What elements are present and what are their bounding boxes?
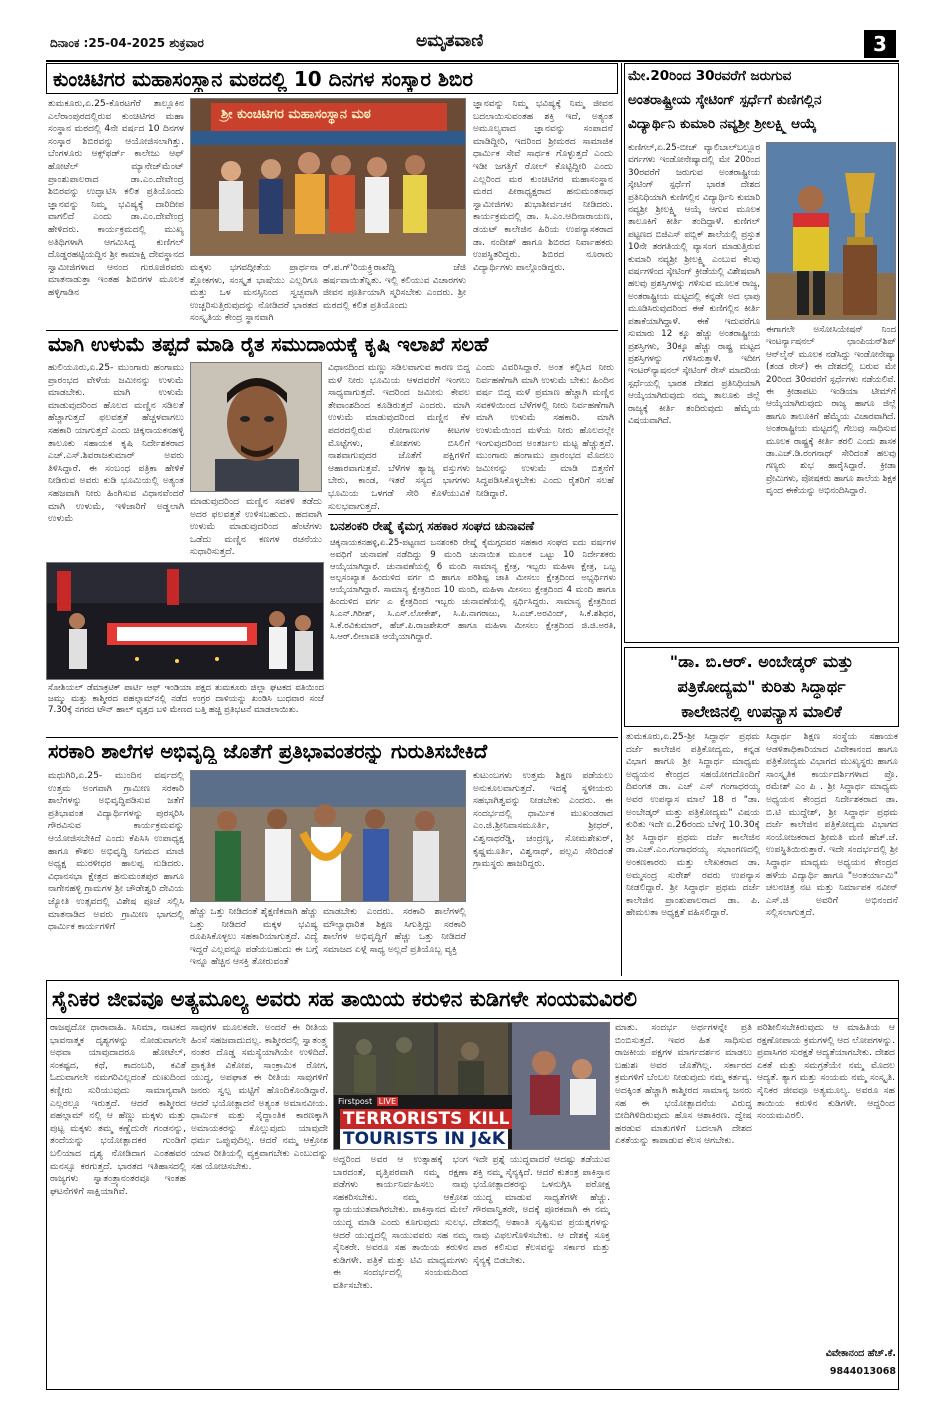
article5-headline-line2: ಅಂತರಾಷ್ಟ್ರೀಯ ಸ್ಕೇಟಿಂಗ್ ಸ್ಪರ್ಧೆಗೆ ಕುಣಿಗಲ್ಲಿನ: [628, 92, 822, 108]
article2-headline: ಮಾಗಿ ಉಳುಮೆ ತಪ್ಪದೆ ಮಾಡಿ ರೈತ ಸಮುದಾಯಕ್ಕೆ ಕೃಷಿ ಇಲಾಖೆ ಸಲಹೆ: [48, 333, 489, 356]
article6-col2: ಸಿದ್ಧಾರ್ಥ ಶಿಕ್ಷಣ ಸಂಸ್ಥೆಯ ಸಹಾಯಕ ಆಡಳಿತಾಧಿಕಾರಿಯಾದ ವಿವೇಕಾನಂದ ಹಾಗೂ ಪತ್ರಿಕೋದ್ಯಮ ವಿಭಾಗದ ಮುಖ್ಯಸ್ಥರು ಹಾಗೂ ಸಾಂಸ್ಕೃತಿಕ ಕಾರ್ಯದರ್ಶಿಗಳಾದ ಪ್ರೊ. ರಮೇಶ್ ಎಂ ಪಿ . ಶ್ರೀ ಸಿದ್ಧಾರ್ಥ ಮಾಧ್ಯಮ ಅಧ್ಯಯನ ಕೇಂದ್ರದ ನಿರ್ದೇಶಕರಾದ ಡಾ. ಬಿ.ಟಿ ಮುದ್ದೇಶ್, ಶ್ರೀ ಸಿದ್ಧಾರ್ಥ ಪ್ರಥಮ ದರ್ಜೆ ಕಾಲೇಜಿನ ಪತ್ರಿಕೋದ್ಯಮ ವಿಭಾಗದ ಸಂಯೋಜಕರಾದ ಶ್ರೀಮತಿ ಮಣಿ ಹೆಚ್.ಜೆ. ಉಪಸ್ಥಿತಿಯಿರುತ್ತಾರೆ. ಇದೇ ಸಂದರ್ಭದಲ್ಲಿ ಶ್ರೀ ಸಿದ್ಧಾರ್ಥ ಮಾಧ್ಯಮ ಅಧ್ಯಯನ ಕೇಂದ್ರದ ಹಳೆಯ ವಿದ್ಯಾರ್ಥಿ ಹಾಗೂ "ಅಂತರ್ಯಾಮಿ" ಚಲನಚಿತ್ರ ನಟ ಮತ್ತು ನಿರ್ಮಾಪಕ ನವೀನ್ ಎಸ್.ಜಿ ಅವರಿಗೆ ಅಭಿನಂದನೆ ಸಲ್ಲಿಸಲಾಗುತ್ತದೆ.: [766, 731, 898, 919]
article5-headline-line1: ಮೇ.20ರಿಂದ 30ರವರೆಗೆ ಜರುಗುವ: [628, 68, 792, 84]
article2-col3: ವಿಧಾನದಿಂದ ಮಣ್ಣು ಸಡಿಲವಾಗುವ ಕಾರಣ ಬಿದ್ದ ಮಳೆ ನೀರು ಭೂಮಿಯ ಆಳದವರೆಗೆ ಇಂಗಲು ಸಾಧ್ಯವಾಗುತ್ತದೆ. ಇದರಿಂದ ಜಮೀನು ಕೇವಲ ತೇವಾಂಶದಿಂದ ಕೂಡಿರುತ್ತದೆ ಎಂದರು. ಮಾಗಿ ಉಳುಮೆ ಮಾಡುವುದರಿಂದ ಮಣ್ಣಿನ ಕೆಳ ಪದರದಲ್ಲಿರುವ ರೋಗಾಣುಗಳ ಕೀಟಗಳ ಮೊಟ್ಟೆಗಳು, ಕೋಶಗಳು ಬಿಸಿಲಿಗೆ ನಾಶವಾಗುವುದರ ಜೊತೆಗೆ ಪಕ್ಷಿಗಳಿಗೆ ಆಹಾರವಾಗುತ್ತವೆ. ಬೆಳೆಗಳ ತ್ಯಾಜ್ಯ ವಸ್ತುಗಳು ಬೇರು, ಕಾಂಡ, ಇತರೆ ಸಸ್ಯದ ಭಾಗಗಳು ಭೂಮಿಯ ಒಳಗಡೆ ಸೇರಿ ಕೊಳೆಯುವಿಕೆ ಸುಲಭವಾಗುತ್ತದೆ.: [328, 362, 470, 512]
tv-channel-badge: [338, 1097, 398, 1106]
tv-channel-name: Firstpost: [338, 1097, 373, 1106]
divider: [46, 737, 618, 738]
divider: [46, 330, 618, 331]
divider: [46, 1018, 899, 1019]
article2-portrait: [190, 362, 322, 492]
article6-headline-line1: "ಡಾ. ಬಿ.ಆರ್. ಅಂಬೇಡ್ಕರ್ ಮತ್ತು: [669, 652, 854, 671]
article1-col1: ತುಮಕೂರು,ಏ.25-ಕೊರಟಗೆರೆ ತಾಲ್ಲೂಕಿನ ಎಲೆರಾಂಪುರದಲ್ಲಿರುವ ಕುಂಚಿಟಿಗರ ಮಹಾ ಸಂಸ್ಥಾನ ಮಠದಲ್ಲಿ 4ನೇ ವರ್ಷದ 10 ದಿನಗಳ ಸಂಸ್ಕಾರ ಶಿಬಿರವನ್ನು ಆಯೋಜಿಸಲಾಗಿತ್ತು. ಬೆಂಗಳೂರು ಆಕ್ಸ್‌ಫರ್ಡ್ ಕಾಲೇಜು ಆಫ್ ಹೋಟೆಲ್ ಮ್ಯಾನೇಜ್‌ಮೆಂಟ್ ಪ್ರಾಂಶುಪಾಲರಾದ ಡಾ.ಎಂ.ದೇವೇಂದ್ರ ಶಿಬಿರವನ್ನು ಉದ್ಘಾಟಿಸಿ ಕಲಿತ ಪ್ರತಿಯೊಂದು ಜ್ಞಾನವನ್ನು ನಿಮ್ಮ ಭವಿಷ್ಯಕ್ಕೆ ದಾರಿದೀಪ ವಾಗಲಿದೆ ಎಂದು ಡಾ.ಎಂ.ದೇವೇಂದ್ರ ಹೇಳಿದರು. ಕಾರ್ಯಕ್ರಮದಲ್ಲಿ ಮುಖ್ಯ ಅತಿಥಿಗಳಾಗಿ ಆಗಮಿಸಿದ್ದ ಕುಣಿಗಲ್ ದೊಡ್ಡರಹಟ್ಟಿಯದ್ದಿನ ಶ್ರೀ ಕಾಮಾಕ್ಷಿ ದೇವಸ್ಥಾನದ ಸ್ವಾಮೀಜಿಗಳಾದ ಆನಂದ ಗುರೂಜಿರವರು ಮಾತನಾಡುತ್ತಾ ಇಂತಹ ಶಿಬಿರಗಳ ಮೂಲಕ ಹಳ್ಳಿಗಾಡಿನ: [48, 98, 184, 298]
article1-headline-box: [46, 63, 618, 94]
paper-name: ಅಮೃತವಾಣಿ: [416, 31, 484, 51]
article7-col2: ಸಾವುಗಳ ಮೂಲಕವೇ. ಅಂದರೆ ಈ ರೀತಿಯ ಹಿಂಸೆ ಸಹಜವಾದುದಲ್ಲ. ಕಾಶ್ಮೀರದಲ್ಲಿ ಸ್ವಾತಂತ್ರ್ಯ ನಂತರ ದೊಡ್ಡ ಸಮಸ್ಯೆಯಾಗಿಯೇ ಉಳಿದಿದೆ. ಪ್ರಾಕೃತಿಕ ವಿಕೋಪ, ಸಾಂಕ್ರಾಮಿಕ ರೋಗ, ಯುದ್ಧ, ಅಪಘಾತ ಈ ರೀತಿಯ ಸಾವುಗಳಿಗೆ ಜನರು ಸ್ವಲ್ಪ ಮಟ್ಟಿಗೆ ಹೊಂದಿಕೊಂಡಿದ್ದಾರೆ. ಆದರೆ ಭಯೋತ್ಪಾದನೆ ಅತ್ಯಂತ ಅಮಾನವೀಯ. ಧಾರ್ಮಿಕ ಮತ್ತು ಸೈದ್ಧಾಂತಿಕ ಕಾರಣಕ್ಕಾಗಿ ಅಮಾಯಕರನ್ನು ಕೊಲ್ಲುವುದು ಯಾವುದೇ ಧರ್ಮ ಒಪ್ಪುವುದಿಲ್ಲ. ಆದರೆ ನಮ್ಮ ಆಕ್ರೋಶ ಯಾವ ರೀತಿಯಲ್ಲಿ ವ್ಯಕ್ತವಾಗಬೇಕು ಎಂಬುದನ್ನು ಸಹ ಯೋಚಿಸಬೇಕು.: [191, 1022, 328, 1172]
felicitation-photo: [191, 771, 466, 902]
article4-col4: ಕುಟುಂಬಗಳು ಉತ್ತಮ ಶಿಕ್ಷಣ ಪಡೆಯಲು ಅನುಕೂಲವಾಗುತ್ತದೆ. ಇದಕ್ಕೆ ಸ್ಥಳೀಯರು ಸಹಭಾಗಿತ್ವವನ್ನು ನೀಡಬೇಕು ಎಂದರು. ಈ ಸಂದರ್ಭದಲ್ಲಿ ಧಾರ್ಮಿಕ ಮುಖಂಡರಾದ ಎಂ.ಜಿ.ಶ್ರೀನಿವಾಸಮೂರ್ತಿ, ಶ್ರೀಧರ್, ವಿಶ್ವನಾಥರೆಡ್ಡಿ, ಚಂದ್ರಣ್ಣ, ಸೋಮಶೇಖರ್, ಕೃಷ್ಣಮೂರ್ತಿ, ವಿಶ್ವನಾಥ್, ಪಲ್ಲವಿ ಸೇರಿದಂತೆ ಗ್ರಾಮಸ್ಥರು ಹಾಜರಿದ್ದರು.: [473, 770, 613, 870]
article7-col4: ಇದೇ ಪ್ರಶ್ನೆ ಯುದ್ಧವಾದರೆ ಆದಷ್ಟು ತಡೆಯುವ ಶಕ್ತಿ ನಮ್ಮ ಸೈನ್ಯಕ್ಕಿದೆ. ಆದರೆ ಕುತಂತ್ರ ಪಾಕಿಸ್ತಾನ ಭಯೋತ್ಪಾದಕರನ್ನು ಒಳನುಗ್ಗಿಸಿ ಪರೋಕ್ಷ ಯುದ್ಧ ಮಾಡುವ ಸಾಧ್ಯತೆಗಳೇ ಹೆಚ್ಚು. ಗೌರವಾನ್ವಿತರೇ, ಅದಕ್ಕೆ ಪೂರಕವಾಗಿ ಈ ನಮ್ಮ ದೇಶದಲ್ಲಿ ಅಶಾಂತಿ ಸೃಷ್ಟಿಸುವ ಪ್ರಯತ್ನಗಳನ್ನು ನಾವು ವಿಫಲಗೊಳಿಸಬೇಕು. ಆ ದೇಶಕ್ಕೆ ಸೂಕ್ತ ಪಾಠ ಕಲಿಸುವ ಕೆಲಸವನ್ನು ಸರ್ಕಾರ ಮತ್ತು ಸೈನ್ಯಕ್ಕೆ ಬಿಡಬೇಕು.: [473, 1154, 610, 1266]
article5-photo: [766, 142, 896, 320]
divider: [328, 514, 618, 515]
news-tv-photo: [333, 1022, 610, 1150]
skater-trophy-photo: [767, 143, 896, 320]
article7-col1: ರಾಜಪ್ಪದೋ ಧಾರಾವಾಹಿ. ಸಿನಿಮಾ, ನಾಟಕದ ಭಾವನಾತ್ಮಕ ದೃಶ್ಯಗಳನ್ನು ನೋಡುವಾಗಲೇ ಅಥವಾ ಯಾವುದಾದರೂ ಹೋಟೆಲ್, ಸಂಕಷ್ಟದ, ಕಥೆ, ಕಾದಂಬರಿ, ಕವಿತೆ ಓದುವಾಗಲೇ ನಮಗರಿವಿಲ್ಲದಂತೆ ದುಃಖದಿಂದ ಕಣ್ಣೀರು ಸುರಿಯುವುದು ಸಾಮಾನ್ಯವಾಗಿ ಎಲ್ಲರಲ್ಲೂ ಇರುತ್ತದೆ. ಆದರೆ ಕಾಶ್ಮೀರದ ಪಹಲ್ಗಾಮ್ ನಲ್ಲಿ ಆ ಹೆಣ್ಣು ಮಕ್ಕಳು ಮತ್ತು ಪುಟ್ಟ ಮಕ್ಕಳು ತಮ್ಮ ಕಣ್ಣೆದುರೇ ಗಂಡನನ್ನು, ತಂದೆಯನ್ನು ಭಯೋತ್ಪಾದಕರ ಗುಂಡಿಗೆ ಬಲಿಯಾದ ದೃಶ್ಯ ನೋಡಿದಾಗ ಎಂತಹವರ ಮನಸ್ಸೂ ಕರಗುತ್ತದೆ. ಭಾರತದ ಇತಿಹಾಸದಲ್ಲಿ ರಾಜ್ಯಗಳು ಸ್ವಾತಂತ್ರ್ಯಾನಂತರವೂ ಇಂತಹ ಘಟನೆಗಳಿಗೆ ಸಾಕ್ಷಿಯಾಗಿವೆ.: [50, 1022, 186, 1197]
article1-col2: ಮಕ್ಕಳು ಭಗವದ್ಗೀತೆಯ ಪ್ರಾರ್ಥನಾ ಶ್ಲೋಕಗಳು, ಸಂಸ್ಕೃತ ಭಾಷೆಯು ಎಲ್ಲರಿಗೂ ಮತ್ತು ಒಳ ಮನಸ್ಸಿನಿಂದ ಸ್ವಚ್ಛವಾಗಿ ಉಚ್ಚರಿಸುತ್ತಿರುವುದನ್ನು ನೋಡಿದರೆ ಭಾರತದ ಸಂಸ್ಕೃತಿಯ ಕೇಂದ್ರ ಸ್ಥಾನವಾಗಿ: [190, 262, 318, 324]
article1-headline: ಕುಂಚಿಟಿಗರ ಮಹಾಸಂಸ್ಥಾನ ಮಠದಲ್ಲಿ 10 ದಿನಗಳ ಸಂಸ್ಕಾರ ಶಿಬಿರ: [53, 67, 473, 91]
article5-col1: ಕುಣಿಗಲ್,ಏ.25-ಬೀಚ್ ವ್ಯಾಲಿಬಾಲ್‌ಬಲ್ಲೂರ ವರ್ಗಗಳು ಇಂಡೋನೇಷ್ಯಾದಲ್ಲಿ ಮೇ 20ರಿಂದ 30ರವರೆಗೆ ಜರುಗುವ ಅಂತರಾಷ್ಟ್ರೀಯ ಸ್ಕೇಟಿಂಗ್ ಸ್ಪರ್ಧೆಗೆ ಭಾರತ ದೇಶದ ಪ್ರತಿನಿಧಿಯಾಗಿ ಕುಣಿಗಲ್ಲಿನ ವಿದ್ಯಾರ್ಥಿನಿ ಕುಮಾರಿ ನವ್ಯಶ್ರೀ ಶ್ರೀಲಕ್ಷ್ಮಿ ಆಯ್ಕೆ ಆಗುವ ಮೂಲಕ ತಾಲೂಕಿಗೆ ಕೀರ್ತಿ ತಂದಿದ್ದಾಳೆ. ಕುಣಿಗಲ್ ಪಟ್ಟಣದ ಬಿಜಿಎಸ್ ಪಬ್ಲಿಕ್ ಶಾಲೆಯಲ್ಲಿ ಪ್ರಸ್ತುತ 10ನೇ ತರಗತಿಯಲ್ಲಿ ವ್ಯಾಸಂಗ ಮಾಡುತ್ತಿರುವ ಕುಮಾರಿ ನವ್ಯಶ್ರೀ ಶ್ರೀಲಕ್ಷ್ಮಿ ಎಂಬುವ ಕೆಲವು ವರ್ಷಗಳಿಂದ ಸ್ಕೇಟಿಂಗ್ ಕ್ರೀಡೆಯಲ್ಲಿ ವಿಶೇಷವಾಗಿ ಹಲವು ಪ್ರಶಸ್ತಿಗಳನ್ನು ಗಳಿಸುವ ಮೂಲಕ ರಾಜ್ಯ, ಅಂತರಾಷ್ಟ್ರೀಯ ಮಟ್ಟದಲ್ಲಿ ಕನ್ನಡೇ ಅದ ಛಾಪು ಮೂಡಿಸಿರುವುದರಿಂದ ಈಕೆ ಕುಣಿಗಲ್ಲಿನ ಕೀರ್ತಿ ಪತಾಕೆಯಾಗಿದ್ದಾಳೆ. ಈಕೆ ಇದುವರೆಗೂ ಸುಮಾರು 12 ಕ್ಕೂ ಹೆಚ್ಚು ಅಂತರಾಷ್ಟ್ರೀಯ ಪ್ರಶಸ್ತಿಗಳು, 30ಕ್ಕೂ ಹೆಚ್ಚು ರಾಷ್ಟ್ರ ಮಟ್ಟದ ಪ್ರಶಸ್ತಿಗಳನ್ನು ಗಳಿಸಿರುತ್ತಾಳೆ. ಇದೀಗ ಇಂಟರ್‌ನ್ಯಾಷನಲ್ ಸ್ಕೇಟಿಂಗ್ ರೇಸ್ ಮಾದರಿಯ ಸ್ಪರ್ಧೆಯಲ್ಲಿ ಭಾರತ ದೇಶದ ಪ್ರತಿನಿಧಿಯಾಗಿ ಆಯ್ಕೆಯಾಗಿರುವುದು ನಮ್ಮ ತಾಲೂಕು ಜಿಲ್ಲೆ ರಾಜ್ಯಕ್ಕೆ ಕೀರ್ತಿ ತಂದಿರುವುದು ಹೆಮ್ಮೆಯ ವಿಷಯವಾಗಿದೆ.: [628, 143, 760, 426]
tv-headline-line2: TOURISTS IN J&K: [340, 1129, 508, 1149]
article7-phone: 9844013068: [829, 1366, 896, 1377]
article1-banner-text: ಶ್ರೀ ಕುಂಚಿಟಿಗರ ಮಹಾಸಂಸ್ಥಾನ ಮಠ: [221, 107, 371, 122]
article5-col2: ಈಗಾಗಲೇ ಅಸೋಸಿಯೇಷನ್ ನಿಂದ ಇಂಟರ್ನ್ಯಾಷನಲ್ ಛಾಂಪಿಯನ್‌ಶಿಪ್ ಆನ್‌ಲೈನ್ ಮೂಲಕ ನಡೆಸಿದ್ದು ಇಂಡೋನೇಷ್ಯಾ (ತಂಡ ರೇಸ್) ಈ ದೇಶದಲ್ಲಿ ಬರುವ ಮೇ 20ರಿಂದ 30ರವರೆಗೆ ಸ್ಪರ್ಧೆಗಳು ನಡೆಯಲಿವೆ. ಈ ಕ್ರೀಡಾಪಟು ಇಂಡಿಯಾ ಟೀಮ್‌ಗೆ ಆಯ್ಕೆಯಾಗಿರುವುದು ರಾಜ್ಯ ಹಾಗೂ ಜಿಲ್ಲೆ ಹಾಗೂ ತಾಲೂಕಿಗೆ ಹೆಮ್ಮೆಯ ವಿಚಾರವಾಗಿದೆ. ಅಂತರಾಷ್ಟ್ರೀಯ ಮಟ್ಟದಲ್ಲಿ ಗೆಲುವು ಸಾಧಿಸುವ ಮೂಲಕ ರಾಷ್ಟ್ರಕ್ಕೆ ಕೀರ್ತಿ ತರಲಿ ಎಂದು ಶಾಸಕ ಡಾ.ಎಚ್.ಡಿ.ರಂಗನಾಥ್ ಸೇರಿದಂತೆ ಹಲವು ಗಣ್ಯರು ಶುಭ ಹಾರೈಸಿದ್ದಾರೆ. ಕ್ರೀಡಾ ಪ್ರೇಮಿಗಳು, ಪೋಷಕರು ಹಾಗೂ ಶಾಲೆಯ ಶಿಕ್ಷಕ ವೃಂದ ಈಕೆಯನ್ನು ಅಭಿನಂದಿಸಿದ್ದಾರೆ.: [766, 325, 896, 497]
article2-col4: ಎಂದು ವಿವರಿಸಿದ್ದಾರೆ. ಅಂತ ಕಲ್ಪಿಸಿದ ನೀರು ನಿರ್ವಹಣೆಗಾಗಿ ಮಾಗಿ ಉಳುಮೆ ಬೇಕು: ಹಿಂದಿನ ವರ್ಷ ಬಿದ್ದ ಮಳೆ ಪ್ರಮಾಣ ಹೆಚ್ಚಾಗಿ ಮಣ್ಣಿನ ಸವಕಳಿಯಿಂದ ಬೆಳೆಗಳಲ್ಲಿ ನೀರು ನಿರ್ವಹಣೆಗಾಗಿ ಮಾಗಿ ಉಳುಮೆ ಸಹಕಾರಿ. ಮಾಗಿ ಉಳುಮೆಯಿಂದ ಮಳೆಯ ನೀರು ಹೊಲದಲ್ಲೇ ಇಂಗುವುದರಿಂದ ಅಂತರ್ಜಲ ಮಟ್ಟ ಹೆಚ್ಚುತ್ತದೆ. ಮುಂಗಾರು ಹಂಗಾಮು ಪ್ರಾರಂಭದ ಮೊದಲು ಜಮೀನನ್ನು ಉಳುಮೆ ಮಾಡಿ ಬಿತ್ತನೆಗೆ ಸಿದ್ಧಪಡಿಸಿಕೊಳ್ಳಬೇಕು ಎಂದು ರೈತರಿಗೆ ಸಲಹೆ ನೀಡಿದ್ದಾರೆ.: [476, 362, 614, 499]
article1-col3: ರ್.ಪ.ಗ್'ರಿಯಕ್ರ್ತಿರಾಖೆದ್ದಿ ಜೆಜಿ ಹರ್ಷವಾಯಿತೆನ್ನಿತು. ಇಲ್ಲಿ ಕಲಿಯುವ ವಿಚಾರಗಳು ಜೀವನ ಪೂರ್ತಿಯಾಗಿ ಸ್ಮರಿಸಬೇಕು ಎಂದರು. ಶ್ರೀ ಮಠದಲ್ಲಿ ಕಲಿತ ಪ್ರತಿಯೊಂದು: [323, 262, 466, 311]
protest-photo: [46, 562, 324, 680]
column-divider: [621, 63, 622, 976]
article2-col1: ಹುಲಿಯೂರು,ಏ.25- ಮುಂಗಾರು ಹಂಗಾಮು ಪ್ರಾರಂಭದ ವೇಳೆಯ ಜಮೀನನ್ನು ಉಳುಮೆ ಮಾಡಬೇಕು. ಮಾಗಿ ಉಳುಮೆ ಮಾಡುವುದರಿಂದ ಹೊಲದ ಮಣ್ಣಿನ ಸಡಿಲತೆ ಹೆಚ್ಚಾಗುತ್ತದೆ ಫಲವತ್ತತೆ ಹೆಚ್ಚಳವಾಗಲು ಸಹಕಾರಿ ಯಾಗುತ್ತದೆ ಎಂದು ಚಿಕ್ಕನಾಯಕನಹಳ್ಳಿ ತಾಲೂಕು ಸಹಾಯಕ ಕೃಷಿ ನಿರ್ದೇಶಕರಾದ ಎಚ್.ಎಸ್.ಶಿವರಾಜಕುಮಾರ್ ಅವರು ತಿಳಿಸಿದ್ದಾರೆ. ಈ ಸಂಬಂಧ ಪತ್ರಿಕಾ ಹೇಳಿಕೆ ನೀಡಿರುವ ಅವರು ಕುಡಿ ಭೂಮಿಯಲ್ಲಿ ಅತ್ಯಂತ ಸಹಜವಾಗಿ ನೀರು ಹಿಂಗಿಸುವ ವಿಧಾನವೆಂದರೆ ಮಾಗಿ ಉಳುಮೆ, ಇಳಿಜಾರಿಗೆ ಅಡ್ಡಲಾಗಿ ಉಳುಮೆ: [48, 362, 184, 525]
article3-headline: ಬನಶಂಕರಿ ರೇಷ್ಮೆ ಕೈಮಗ್ಗ ಸಹಕಾರ ಸಂಘದ ಚುನಾವಣೆ: [330, 519, 535, 533]
article2-col2: ಮಾಡುವುದರಿಂದ ಮಣ್ಣಿನ ಸವಕಳಿ ತಡೆದು ಅದರ ಫಲವತ್ತತೆ ಉಳಿಸಬಹುದು. ಹದವಾಗಿ ಉಳುಮೆ ಮಾಡುವುದರಿಂದ ಹೆಂಟೆಗಳು ಒಡೆದು ಮಣ್ಣಿನ ಕಣಗಳ ರಚನೆಯು ಸುಧಾರಿಸುತ್ತದೆ.: [190, 496, 322, 558]
article4-col3: ಮಾಡಬೇಕು ಎಂದರು. ಸರಕಾರಿ ಶಾಲೆಗಳಲ್ಲಿ ಮೌಲ್ಯಾಧಾರಿತ ಶಿಕ್ಷಣ ಸಿಗುತ್ತಿದ್ದು ಸರಕಾರಿ ಶಾಲೆಗಳ ಅಭಿವೃದ್ಧಿಗೆ ಹೆಚ್ಚು ಒತ್ತು ನೀಡಿದರೆ ಸಮಾಜದ ಏಳ್ಗೆ ಸಾಧ್ಯ ಅಲ್ಲದೆ ಪ್ರತಿಯೊಬ್ಬ ವ್ಯಕ್ತಿ: [323, 906, 466, 955]
article4-photo: [190, 770, 466, 902]
masthead: [46, 30, 899, 58]
article1-photo: [190, 98, 466, 256]
article3-body: ಚಿಕ್ಕನಾಯಕನಹಳ್ಳಿ,ಏ.25-ಪಟ್ಟಣದ ಬನಶಂಕರಿ ರೇಷ್ಮೆ ಕೈಮಗ್ಗದವರ ಸಹಕಾರ ಸಂಘದ ಐದು ವರ್ಷಗಳ ಅವಧಿಗೆ ಚುನಾವಣೆ ನಡೆದಿದ್ದು 9 ಮಂದಿ ಚುನಾಯಿತ ಮೂಲಕ ಒಟ್ಟು 10 ನಿರ್ದೇಶಕರು ಆಯ್ಕೆಯಾಗಿದ್ದಾರೆ. ಚುನಾವಣೆಯಲ್ಲಿ 6 ಮಂದಿ ಸಾಮಾನ್ಯ ಕ್ಷೇತ್ರ, ಇಬ್ಬರು ಮಹಿಳಾ ಕ್ಷೇತ್ರ, ಒಬ್ಬ ಅಲ್ಪಸಂಖ್ಯಾತ ಹಿಂದುಳಿದ ವರ್ಗ ಬಿ ಹಾಗೂ ಪರಿಶಿಷ್ಟ ಜಾತಿ ಮೀಸಲು ಕ್ಷೇತ್ರದಿಂದ ಅಭ್ಯರ್ಥಿಗಳು ಆಯ್ಕೆಯಾಗಿದ್ದಾರೆ. ಸಾಮಾನ್ಯ ಕ್ಷೇತ್ರದಿಂದ 10 ಮಂದಿ, ಮಹಿಳಾ ಮೀಸಲು ಕ್ಷೇತ್ರದಿಂದ 4 ಮಂದಿ ಹಾಗೂ ಹಿಂದುಳಿದ ವರ್ಗ ಎ ಕ್ಷೇತ್ರದಿಂದ ಇಬ್ಬರು ಚುನಾವಣೆಯಲ್ಲಿ ಸ್ಪರ್ಧಿಸಿದ್ದರು. ಸಾಮಾನ್ಯ ಕ್ಷೇತ್ರದಿಂದ ಸಿ.ಎನ್.ಗಿರೀಶ್, ಸಿ.ಎಸ್.ಲೋಕೇಶ್, ಸಿ.ಪಿ.ನಾಗರಾಜು, ಸಿ.ಎಚ್.ಅರವಿಂದ್, ಸಿ.ಕೆ.ಶಶಿಧರ, ಸಿ.ಕೆ.ರವಿಕುಮಾರ್, ಹೆಚ್.ಪಿ.ರಾಜಶೇಖರ್ ಹಾಗೂ ಮಹಿಳಾ ಮೀಸಲು ಕ್ಷೇತ್ರದಿಂದ ಜಿ.ಜಿ.ಅರತಿ, ಸಿ.ಆರ್.ಲೀಲಾವತಿ ಆಯ್ಕೆಯಾಗಿದ್ದಾರೆ.: [330, 538, 616, 643]
article7-col5: ಮಾತು. ಸಂದರ್ಭ ಅರ್ಥಗಳನ್ನೇ ಪ್ರತಿ ಬಿಂಬಿಸುತ್ತದೆ. ಇವರ ಹಿತ ಸಾಧಿಸುವ ರಾಜಕೀಯ ಪಕ್ಷಗಳ ಮಾರ್ಗದರ್ಶನ ಮಾಡಲು ಬಹುಶಃ ಅವರ ಜೊತೆಗಿಲ್ಲ. ಸರ್ಕಾರದ ಕ್ರಮಗಳಿಗೆ ಬೆಂಬಲ ನೀಡುವುದು ನಮ್ಮ ಕರ್ತವ್ಯ. ಅದಕ್ಕಿಂತ ಹೆಚ್ಚಾಗಿ ಕಾಶ್ಮೀರದ ಸಾಮಾನ್ಯ ಜನರು ಸಹ ಈ ಭಯೋತ್ಪಾದನೆಯ ವಿರುದ್ಧ ಬೀದಿಗಿಳಿದಿರುವುದು ಹೊಸ ಆಶಾಕಿರಣ. ದ್ವೇಷ ಹರಡುವ ಮಾತುಗಳಿಗೆ ಬದಲಾಗಿ ದೇಶದ ಏಕತೆಯನ್ನು ಕಾಪಾಡುವ ಕೆಲಸ ಆಗಬೇಕು.: [615, 1022, 752, 1147]
tv-live-badge: LIVE: [378, 1097, 397, 1106]
article7-author: ವಿವೇಕಾನಂದ ಹೆಚ್.ಕೆ.: [825, 1348, 896, 1359]
article4-headline: ಸರಕಾರಿ ಶಾಲೆಗಳ ಅಭಿವೃದ್ಧಿ ಜೊತೆಗೆ ಪ್ರತಿಭಾವಂತರನ್ನು ಗುರುತಿಸಬೇಕಿದೆ: [48, 740, 488, 763]
ceremony-photo: [191, 99, 466, 256]
portrait-photo: [191, 363, 322, 492]
article7-col6: ಪರಿಶೀಲಿಸಬೇಕಿರುವುದು ಆ ಮಾಹಿತಿಯ ಆ ರಕ್ಷಣೋಪಾಯ ಕ್ರಮಗಳಲ್ಲಿ ಆದ ಲೋಪಗಳನ್ನು. ಪ್ರವಾಸಿಗರ ಸುರಕ್ಷತೆ ಆದ್ಯತೆಯಾಗಬೇಕು. ದೇಶದ ಏಕತೆ ಮತ್ತು ಸಮಗ್ರತೆಯೇ ನಮ್ಮ ಮೊದಲ ಆದ್ಯತೆ. ತ್ಯಾಗ ಮತ್ತು ಸಂಯಮ ನಮ್ಮ ಸಂಸ್ಕೃತಿ. ಸೈನಿಕರ ಜೀವವೂ ಅತ್ಯಮೂಲ್ಯ. ಅವರೂ ಸಹ ತಾಯಿಯ ಕರುಳಿನ ಕುಡಿಗಳೇ. ಆದ್ದರಿಂದ ಸಂಯಮವಿರಲಿ.: [757, 1022, 895, 1122]
page-number: 3: [864, 30, 896, 58]
article6-col1: ತುಮಕೂರು,ಏ.25-ಶ್ರೀ ಸಿದ್ಧಾರ್ಥ ಪ್ರಥಮ ದರ್ಜೆ ಕಾಲೇಜಿನ ಪತ್ರಿಕೋದ್ಯಮ, ಕನ್ನಡ ವಿಭಾಗ ಹಾಗೂ ಶ್ರೀ ಸಿದ್ಧಾರ್ಥ ಮಾಧ್ಯಮ ಅಧ್ಯಯನ ಕೇಂದ್ರದ ಸಹಯೋಗದೊಂದಿಗೆ ದಿವಂಗತ ಡಾ. ಎಚ್ ಎಸ್ ಗಂಗಾಧರಯ್ಯ ಅವರ ಉಪನ್ಯಾಸ ಮಾಲೆ 18 ರ "ಡಾ. ಅಂಬೇಡ್ಕರ್ ಮತ್ತು ಪತ್ರಿಕೋದ್ಯಮ" ವಿಷಯ ಕುರಿತು ಇದೇ ಏ.26ರಂದು ಬೆಳಗ್ಗೆ 10.30ಕ್ಕೆ ಶ್ರೀ ಸಿದ್ಧಾರ್ಥ ಪ್ರಥಮ ದರ್ಜೆ ಕಾಲೇಜಿನ ಡಾ.ಎಚ್.ಎಂ.ಗಂಗಾಧರಯ್ಯ ಸಭಾಂಗಣದಲ್ಲಿ ಅಂಕಣಕಾರರು ಮತ್ತು ಲೇಖಕರಾದ ಡಾ. ಅಮ್ಮಸಂದ್ರ ಸುರೇಶ್ ರವರು ಉಪನ್ಯಾಸ ನೀಡಲಿದ್ದಾರೆ. ಶ್ರೀ ಸಿದ್ಧಾರ್ಥ ಪ್ರಥಮ ದರ್ಜೆ ಕಾಲೇಜಿನ ಪ್ರಾಂಶುಪಾಲರಾದ ಡಾ. ಪಿ. ಹೇಮಲತಾ ಅಧ್ಯಕ್ಷತೆ ವಹಿಸಲಿದ್ದಾರೆ.: [626, 731, 760, 919]
article5-headline-line3: ವಿದ್ಯಾರ್ಥಿನಿ ಕುಮಾರಿ ನವ್ಯಶ್ರೀ ಶ್ರೀಲಕ್ಷ್ಮಿ ಆಯ್ಕೆ: [628, 116, 817, 132]
candle-protest-photo: [47, 563, 324, 680]
article6-headline-line3: ಕಾಲೇಜಿನಲ್ಲಿ ಉಪನ್ಯಾಸ ಮಾಲಿಕೆ: [681, 702, 842, 721]
masthead-rule: [46, 60, 899, 62]
article7-headline: ಸೈನಿಕರ ಜೀವವೂ ಅತ್ಯಮೂಲ್ಯ ಅವರು ಸಹ ತಾಯಿಯ ಕರುಳಿನ ಕುಡಿಗಳೇ ಸಂಯಮವಿರಲಿ: [52, 987, 637, 1011]
article4-col2: ಹೆಚ್ಚು ಒತ್ತು ನೀಡಿದಂತೆ ಶೈಕ್ಷಣಿಕವಾಗಿ ಹೆಚ್ಚು ಒತ್ತು ನೀಡಿದರೆ ಮಕ್ಕಳ ಭವಿಷ್ಯ ರೂಪಿಸಿಕೊಳ್ಳಲು ಸಹಕಾರಿಯಾಗುತ್ತದೆ. ವಿದ್ಯೆ ಇದ್ದರೆ ಎಲ್ಲವನ್ನೂ ಪಡೆಯಬಹುದು ಈ ಬಗ್ಗೆ ಇನ್ನೂ ಹೆಚ್ಚಿನ ಆಸಕ್ತಿ ತೋರುವಂತೆ: [190, 906, 318, 968]
article4-col1: ಮಧುಗಿರಿ,ಏ.25- ಮುಂದಿನ ವರ್ಷದಲ್ಲಿ ಉತ್ತಮ ಅಂಗವಾಗಿ ಗ್ರಾಮೀಣ ಸರಕಾರಿ ಶಾಲೆಗಳನ್ನು ಅಭಿವೃದ್ಧಿಪಡಿಸುವ ಜತೆಗೆ ಪ್ರತಿಭಾವಂತ ವಿದ್ಯಾರ್ಥಿಗಳನ್ನು ಪುರಸ್ಕರಿಸಿ ಗೌರವಿಸುವ ಕಾರ್ಯಕ್ರಮವನ್ನು ಆಯೋಜಿಸಬೇಕಿದೆ ಎಂದು ಕೆಪಿಸಿಸಿ ಉಪಾಧ್ಯಕ್ಷ ಹಾಗೂ ಕೌಶಲ ಅಭಿವೃದ್ಧಿ ನಿಗಮದ ಮಾಜಿ ಅಧ್ಯಕ್ಷ ಮುರಳೀಧರ ಹಾಲಪ್ಪ ನುಡಿದರು. ವಿಧಾನಸಭಾ ಕ್ಷೇತ್ರದ ಹನುಮಂತಪುರ ಹಾಗೂ ನಾಗೇನಹಳ್ಳಿ ಗ್ರಾಮಗಳ ಶ್ರೀ ಚೌಡೇಶ್ವರಿ ದೇವಿಯ ಜ್ಯೋತಿ ಉತ್ಸವದಲ್ಲಿ ವಿಶೇಷ ಪೂಜೆ ಸಲ್ಲಿಸಿ ಮಾತನಾಡಿದ ಅವರು ಗ್ರಾಮೀಣ ಭಾಗದಲ್ಲಿ ಧಾರ್ಮಿಕ ಕಾರ್ಯಗಳಿಗೆ: [48, 770, 184, 933]
protest-photo-caption: ಸೋಶಿಯಲ್ ಡೆಮಾಕ್ರಟಿಕ್ ಪಾರ್ಟಿ ಆಫ್ ಇಂಡಿಯಾ ಪಕ್ಷದ ತುಮಕೂರು ಜಿಲ್ಲಾ ಘಟಕದ ವತಿಯಿಂದ ಜಮ್ಮು ಮತ್ತು ಕಾಶ್ಮೀರದ ಪಹಲ್ಗಾಮ್‌ನಲ್ಲಿ ನಡೆದ ಉಗ್ರರ ದಾಳಿಯನ್ನು ಖಂಡಿಸಿ ಬುಧವಾರ ಸಂಜೆ 7.30ಕ್ಕೆ ನಗರದ ಟೌನ್ ಹಾಲ್ ವೃತ್ತದ ಬಳಿ ಮೇಣದ ಬತ್ತಿ ಹಚ್ಚಿ ಪ್ರತಿಭಟನೆ ಮಾಡಲಾಯಿತು.: [48, 683, 324, 715]
article1-col4: ಜ್ಞಾನವನ್ನು ನಿಮ್ಮ ಭವಿಷ್ಯಕ್ಕೆ ನಿಮ್ಮ ಜೀವನ ಬದಲಾಯಿಸುವಂತಹ ಶಕ್ತಿ ಇದೆ, ಅತ್ಯಂತ ಅಮೂಲ್ಯವಾದ ಜ್ಞಾನವನ್ನು ಸಂಪಾದನೆ ಮಾಡಿದ್ದೀರಿ, ಇದರಿಂದ ಶ್ರೀಮಠದ ಸಾಮಾಜಿಕ ಧಾರ್ಮಿಕ ಸೇವೆ ಸಾರ್ಥಕ ಗೊಳ್ಳುತ್ತದೆ ಎಂದು ಇಡೀ ಜಗತ್ತಿಗೆ ರೋಲ್‌ ಕೊಟ್ಟಿದ್ದೀರಿ ಎಂದು ಎಲ್ಲರಿಂದ ಮಠ ಕುಂಚಿಟಿಗರ ಮಹಾಸಂಸ್ಥಾನ ಮಠದ ಪೀಠಾಧ್ಯಕ್ಷರಾದ ಹನುಮಂತನಾಥ ಸ್ವಾಮೀಜಿಗಳು ಶುಭಾಶೀರ್ವಚನ ನೀಡಿದರು. ಕಾರ್ಯಕ್ರಮದಲ್ಲಿ ಡಾ. ಸಿ.ಎಂ.ಆದಿನಾರಾಯಣ, ಡಯಟ್ ಕಾಲೇಜಿನ ಹಿರಿಯ ಉಪನ್ಯಾಸಕರಾದ ಡಾ. ನಂದೀಶ್ ಹಾಗೂ ಶಿಬಿರದ ನಿರ್ವಾಹಕರು ಉಪಸ್ಥಿತರಿದ್ದರು. ಶಿಬಿರದ ನೂರಾರು ವಿದ್ಯಾರ್ಥಿಗಳು ಪಾಲ್ಗೊಂಡಿದ್ದರು.: [473, 98, 613, 273]
tv-headline-line1: TERRORISTS KILL: [340, 1109, 512, 1129]
article7-col3: ಅದ್ದರಿಂದ ಅವರ ಆ ಉತ್ಸಾಹಕ್ಕೆ ಭಂಗ ಬಾರದಂತೆ, ವೃತ್ತಿಪರವಾಗಿ ನಮ್ಮ ರಕ್ಷಣಾ ಪಡೆಗಳು ಕಾರ್ಯನಿರ್ವಹಿಸಲು ನಾವು ಸಹಕರಿಸಬೇಕು. ನಮ್ಮ ಆಕ್ರೋಶ ನ್ಯಾಯಯುತವಾಗಿರಬೇಕು. ಪಾಕಿಸ್ತಾನದ ಮೇಲೆ ಯುದ್ಧ ಮಾಡಿ ಎಂದು ಕೂಗುವುದು ಸುಲಭ. ಆದರೆ ಯುದ್ಧದಲ್ಲಿ ಸಾಯುವವರು ಸಹ ನಮ್ಮ ಸೈನಿಕರೇ. ಅವರೂ ಸಹ ತಾಯಿಯ ಕರುಳಿನ ಕುಡಿಗಳೇ. ಪತ್ರಿಕೆ ಮತ್ತು ಟಿವಿ ಮಾಧ್ಯಮಗಳು ಈ ಸಂದರ್ಭದಲ್ಲಿ ಸಂಯಮದಿಂದ ವರ್ತಿಸಬೇಕು.: [333, 1154, 468, 1291]
article6-headline-line2: ಪತ್ರಿಕೋದ್ಯಮ" ಕುರಿತು ಸಿದ್ಧಾರ್ಥ: [677, 677, 846, 696]
issue-date: ದಿನಾಂಕ :25-04-2025 ಶುಕ್ರವಾರ: [50, 36, 204, 50]
